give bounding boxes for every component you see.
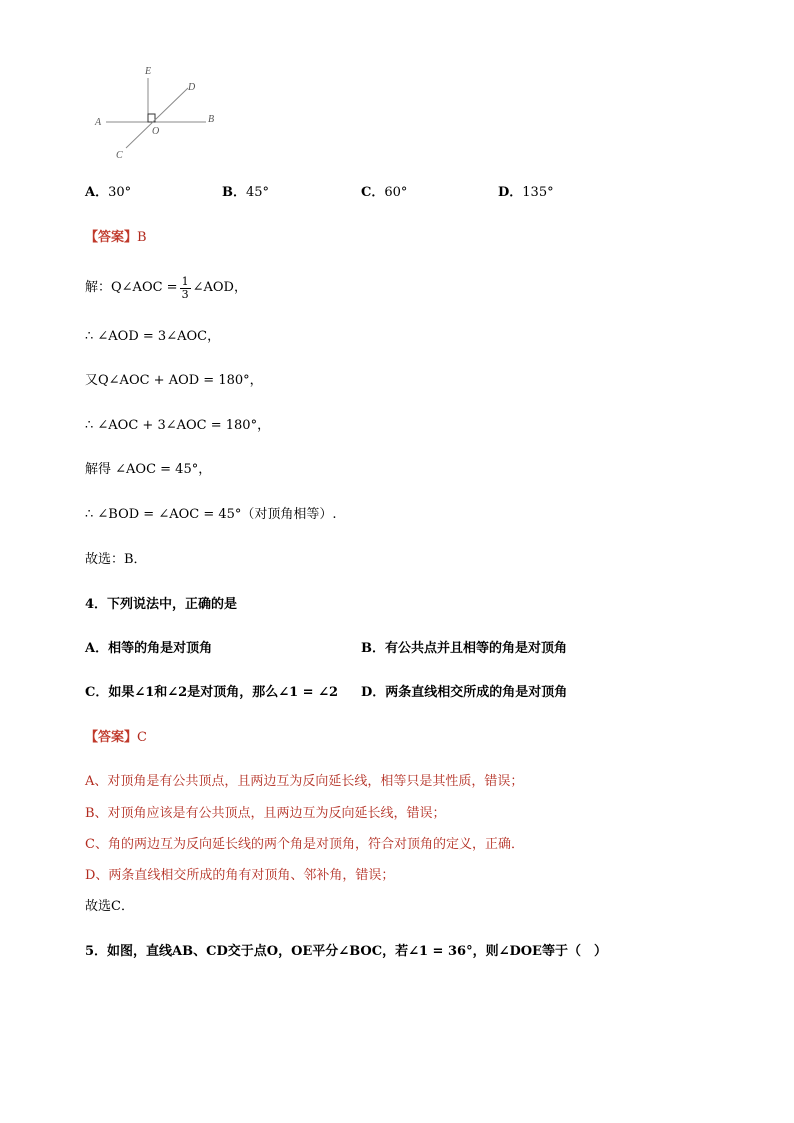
choice-text: 30° (108, 185, 132, 200)
label-o: O (152, 126, 160, 137)
q4-explanation-c: C、角的两边互为反向延长线的两个角是对顶角，符合对顶角的定义，正确． (85, 837, 524, 852)
answer-value: B (137, 230, 147, 245)
fraction-numerator: 1 (181, 274, 189, 288)
label-d: D (188, 82, 196, 93)
answer-tag: 【答案】 (85, 730, 138, 745)
q4-choice-d[interactable]: D．两条直线相交所成的角是对顶角 (361, 685, 568, 700)
q4-choice-c[interactable]: C．如果∠1和∠2是对顶角，那么∠1 = ∠2 (85, 685, 339, 700)
q5-stem: 5．如图，直线AB、CD交于点O，OE平分∠BOC，若∠1 = 36°，则∠DOE等于（ ） (85, 944, 607, 959)
answer-tag: 【答案】 (85, 230, 138, 245)
line-cd (126, 88, 188, 148)
q3-solution-line-3: 又Q∠AOC + AOD = 180°， (85, 373, 263, 388)
choice-text: 45° (246, 185, 270, 200)
fraction (180, 276, 191, 301)
q3-choice-b[interactable] (222, 184, 269, 202)
choice-letter: D． (498, 185, 523, 200)
choice-letter: A． (85, 185, 109, 200)
q4-choice-a[interactable]: A．相等的角是对顶角 (85, 641, 213, 656)
q4-explanation-a: A、对顶角是有公共顶点，且两边互为反向延长线，相等只是其性质，错误； (85, 774, 524, 789)
q4-explanation-d: D、两条直线相交所成的角有对顶角、邻补角，错误； (85, 868, 395, 883)
q3-choice-d[interactable] (498, 184, 554, 202)
q3-solution-line-1 (85, 271, 247, 305)
choice-letter: C． (361, 185, 385, 200)
q4-stem: 4．下列说法中，正确的是 (85, 597, 238, 612)
q3-solution-line-2: ∴ ∠AOD = 3∠AOC， (85, 329, 221, 344)
q3-solution-line-5: 解得 ∠AOC = 45°， (85, 462, 212, 477)
label-b: B (208, 114, 215, 125)
choice-text: 135° (522, 185, 554, 200)
q4-choice-b[interactable]: B．有公共点并且相等的角是对顶角 (361, 641, 567, 656)
choice-text: 60° (384, 185, 408, 200)
label-a: A (95, 117, 102, 128)
choice-letter: B． (222, 185, 246, 200)
answer-value: C (137, 730, 147, 745)
fraction-denominator: 3 (181, 287, 189, 301)
q4-explanation-b: B、对顶角应该是有公共顶点，且两边互为反向延长线，错误； (85, 806, 446, 821)
q3-choice-c[interactable] (361, 184, 407, 202)
q3-answer (85, 229, 147, 247)
solution-prefix: 解：Q∠AOC = (85, 280, 178, 295)
q3-conclusion: 故选：B． (85, 552, 147, 567)
label-c: C (116, 150, 123, 161)
q3-choice-a[interactable] (85, 184, 131, 202)
label-e: E (145, 66, 152, 77)
geometry-figure (90, 60, 220, 165)
q4-conclusion: 故选C． (85, 899, 134, 914)
q3-solution-line-6: ∴ ∠BOD = ∠AOC = 45°（对顶角相等）. (85, 507, 337, 522)
q3-solution-line-4: ∴ ∠AOC + 3∠AOC = 180°， (85, 418, 271, 433)
solution-suffix: ∠AOD， (192, 280, 247, 295)
q4-answer (85, 729, 147, 747)
